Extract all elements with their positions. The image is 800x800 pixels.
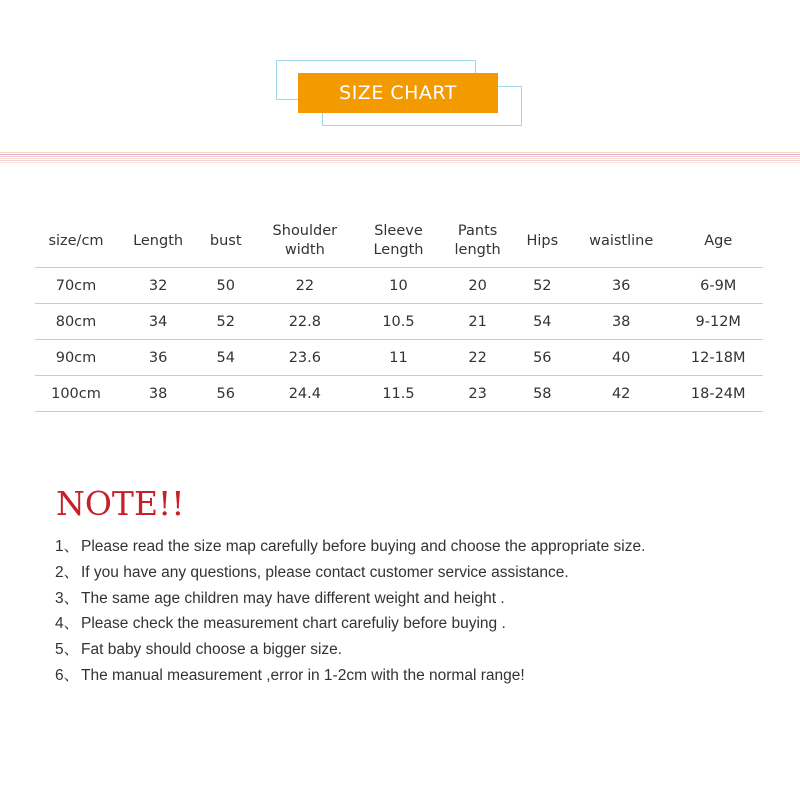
table-cell: 52 <box>516 268 569 304</box>
table-cell: 32 <box>117 268 199 304</box>
table-cell: 34 <box>117 304 199 340</box>
note-item <box>55 640 645 666</box>
note-text: Please read the size map carefully before buying and choose the appropriate size. <box>81 538 646 555</box>
table-cell: 58 <box>516 376 569 412</box>
notes-list <box>55 537 645 692</box>
column-header-line: size/cm <box>48 232 104 249</box>
column-header-line: length <box>454 242 501 258</box>
table-cell: 56 <box>199 376 252 412</box>
table-cell: 42 <box>569 376 674 412</box>
table-cell: 22.8 <box>252 304 357 340</box>
column-header <box>357 215 439 268</box>
table-cell: 56 <box>516 340 569 376</box>
column-header <box>199 215 252 268</box>
table-cell: 9-12M <box>673 304 763 340</box>
note-number: 1、 <box>55 538 80 555</box>
note-text: The same age children may have different weight and height . <box>81 589 505 607</box>
column-header <box>516 215 569 268</box>
column-header-line: Length <box>373 242 424 258</box>
column-header <box>252 215 357 268</box>
size-table <box>35 215 763 412</box>
table-cell: 80cm <box>35 304 117 340</box>
note-text: Please check the measurement chart carefuliy before buying . <box>81 615 506 633</box>
note-item <box>55 666 645 692</box>
table-cell: 38 <box>117 376 199 412</box>
column-header <box>35 215 117 268</box>
table-row <box>35 376 763 412</box>
note-item <box>55 563 645 589</box>
column-header-line: Sleeve <box>374 223 423 239</box>
table-cell: 10.5 <box>357 304 439 340</box>
table-row <box>35 304 763 340</box>
table-cell: 10 <box>357 268 439 304</box>
table-cell: 36 <box>569 268 674 304</box>
column-header <box>117 215 199 268</box>
note-text: The manual measurement ,error in 1-2cm with the normal range! <box>81 666 525 684</box>
note-number: 4、 <box>55 615 80 633</box>
table-cell: 70cm <box>35 268 117 304</box>
column-header-line: bust <box>209 232 242 249</box>
table-cell: 11.5 <box>357 376 439 412</box>
table-cell: 38 <box>569 304 674 340</box>
column-header <box>440 215 516 268</box>
column-header-line: Shoulder <box>272 223 338 239</box>
table-cell: 20 <box>440 268 516 304</box>
note-title: NOTE!! <box>56 484 185 523</box>
page-title: SIZE CHART <box>298 73 498 113</box>
note-item <box>55 589 645 615</box>
table-cell: 22 <box>252 268 357 304</box>
table-header-row <box>35 215 763 268</box>
table-cell: 24.4 <box>252 376 357 412</box>
column-header-line: Age <box>704 232 733 249</box>
note-number: 6、 <box>55 666 80 684</box>
table-row <box>35 268 763 304</box>
table-cell: 23 <box>440 376 516 412</box>
column-header-line: waistline <box>589 232 654 249</box>
column-header-line: Hips <box>526 232 559 249</box>
table-cell: 22 <box>440 340 516 376</box>
table-cell: 90cm <box>35 340 117 376</box>
table-cell: 23.6 <box>252 340 357 376</box>
table-cell: 100cm <box>35 376 117 412</box>
table-cell: 6-9M <box>673 268 763 304</box>
table-cell: 18-24M <box>673 376 763 412</box>
column-header <box>673 215 763 268</box>
table-row <box>35 340 763 376</box>
note-number: 3、 <box>55 589 80 607</box>
table-cell: 11 <box>357 340 439 376</box>
table-cell: 12-18M <box>673 340 763 376</box>
table-cell: 40 <box>569 340 674 376</box>
column-header <box>569 215 674 268</box>
note-item <box>55 537 645 563</box>
column-header-line: Pants <box>457 223 498 239</box>
note-item <box>55 614 645 640</box>
note-number: 2、 <box>55 563 80 581</box>
table-cell: 52 <box>199 304 252 340</box>
table-cell: 54 <box>199 340 252 376</box>
table-cell: 21 <box>440 304 516 340</box>
column-header-line: width <box>284 242 325 258</box>
table-cell: 36 <box>117 340 199 376</box>
table-cell: 50 <box>199 268 252 304</box>
decorative-stripes <box>0 152 800 166</box>
size-chart-header <box>276 60 526 130</box>
note-text: If you have any questions, please contact customer service assistance. <box>81 563 569 581</box>
table-cell: 54 <box>516 304 569 340</box>
note-text: Fat baby should choose a bigger size. <box>81 641 343 659</box>
column-header-line: Length <box>133 232 184 249</box>
note-number: 5、 <box>55 641 80 659</box>
